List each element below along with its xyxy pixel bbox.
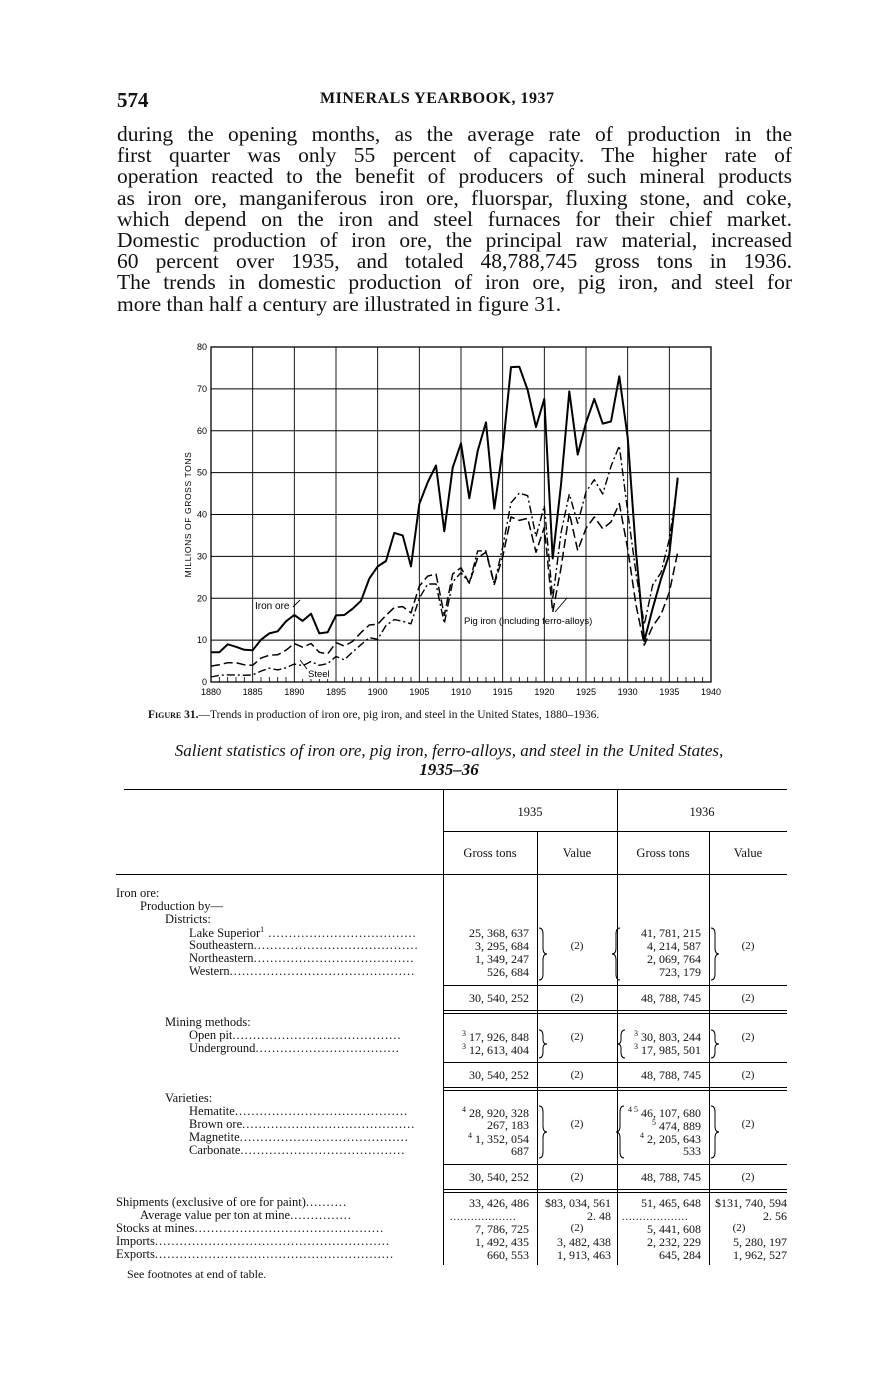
row-label: Northeastern	[189, 951, 254, 965]
cell-value: (2)	[570, 1222, 584, 1234]
cell-total-value: (2)	[741, 1171, 755, 1183]
footnote-marker: 3	[462, 1029, 466, 1038]
cell-gross-tons	[443, 1042, 529, 1058]
cell-value-text: 267, 183	[487, 1118, 529, 1132]
cell-total-value: (2)	[570, 1069, 584, 1081]
table-row-label: Underground...................................	[189, 1041, 400, 1055]
cell-gross-tons: 3, 295, 684	[475, 939, 529, 953]
subtotal-rule	[443, 1062, 787, 1063]
x-tick-label: 1920	[534, 687, 555, 697]
stub-heading: Iron ore:	[116, 886, 160, 900]
y-tick-label: 80	[196, 342, 207, 352]
row-label: Average value per ton at mine	[140, 1208, 291, 1222]
column-divider	[617, 789, 618, 1265]
cell-gross-tons: 526, 684	[487, 965, 529, 979]
series-line-steel	[211, 446, 678, 677]
stub-heading: Mining methods:	[165, 1015, 251, 1029]
cell-gross-tons: 1, 349, 247	[475, 952, 529, 966]
cell-gross-tons	[443, 1105, 529, 1121]
col-header-gross-tons: Gross tons	[636, 846, 690, 860]
stub-heading: Varieties:	[165, 1091, 213, 1105]
cell-gross-tons: 51, 465, 648	[641, 1196, 701, 1210]
x-tick-label: 1940	[700, 687, 722, 697]
cell-gross-tons: 33, 426, 486	[469, 1196, 529, 1210]
footnote-marker: 3	[634, 1042, 638, 1051]
cell-gross-tons	[617, 1042, 701, 1058]
footnote-marker: 4 5	[628, 1105, 638, 1114]
cell-gross-tons: 1, 492, 435	[475, 1235, 529, 1249]
cell-value-text: 2, 205, 643	[647, 1132, 701, 1146]
body-line: which depend on the iron and steel furnaces for their chief market.	[117, 206, 792, 231]
table-row-label: Exports..........................................................	[116, 1247, 395, 1261]
chart-series	[211, 367, 678, 677]
cell-gross-tons: 645, 284	[659, 1248, 701, 1262]
x-tick-label: 1930	[617, 687, 638, 697]
x-tick-label: 1935	[659, 687, 680, 697]
cell-gross-tons: 660, 553	[487, 1248, 529, 1262]
cell-value-text: 28, 920, 328	[469, 1106, 529, 1120]
col-header-gross-tons: Gross tons	[463, 846, 517, 860]
cell-total: 48, 788, 745	[641, 1068, 701, 1082]
body-line: The trends in domestic production of iron ore, pig iron, and steel for	[117, 270, 792, 295]
table-row-label: Carbonate........................................	[189, 1143, 406, 1157]
row-label: Open pit	[189, 1028, 233, 1042]
cell-total: 48, 788, 745	[641, 991, 701, 1005]
y-tick-label: 10	[196, 635, 207, 646]
page-number: 574	[117, 88, 149, 112]
cell-total-value: (2)	[741, 992, 755, 1004]
cell-gross-tons: 5, 441, 608	[647, 1222, 701, 1236]
row-label: Lake Superior	[189, 926, 261, 941]
total-rule	[443, 1087, 787, 1088]
x-tick-label: 1900	[367, 687, 388, 697]
y-tick-label: 40	[196, 509, 207, 520]
chart-labels	[183, 342, 721, 697]
x-tick-label: 1925	[575, 687, 597, 697]
cell-gross-tons	[443, 1118, 529, 1133]
col-header-value: Value	[733, 846, 763, 860]
cell-value: (2)	[732, 1222, 746, 1234]
cell-gross-tons	[617, 1029, 701, 1045]
header-bottom-rule	[116, 874, 787, 875]
stub-heading: Districts:	[165, 912, 211, 926]
table-title	[110, 741, 788, 779]
y-tick-label: 30	[196, 551, 207, 562]
cell-total-value: (2)	[570, 992, 584, 1004]
column-divider	[443, 789, 444, 1265]
table-row-label: Hematite..........................................	[189, 1104, 409, 1118]
cell-value-text: 12, 613, 404	[469, 1043, 529, 1057]
table-row-label: Northeastern.......................................	[189, 951, 415, 965]
x-tick-label: 1895	[325, 687, 347, 697]
table-row-label: Open pit.........................................	[189, 1028, 402, 1042]
cell-value: 2. 48	[587, 1209, 611, 1223]
y-axis-label: MILLIONS OF GROSS TONS	[183, 451, 193, 578]
row-label: Southeastern	[189, 938, 254, 952]
annotation-leader	[555, 598, 567, 612]
cell-gross-tons	[617, 1105, 701, 1121]
chart-grid	[211, 347, 711, 682]
x-tick-label: 1905	[409, 687, 430, 697]
total-rule	[443, 1189, 787, 1190]
year-rule	[444, 831, 787, 832]
cell-value: 1, 962, 527	[733, 1248, 787, 1262]
y-tick-label: 50	[196, 467, 207, 478]
annotation-steel: Steel	[308, 669, 330, 680]
cell-gross-tons: 723, 179	[659, 965, 701, 979]
cell-value: 3, 482, 438	[557, 1235, 611, 1249]
x-tick-label: 1885	[242, 687, 263, 697]
cell-value: (2)	[741, 940, 755, 952]
cell-gross-tons: 7, 786, 725	[475, 1222, 529, 1236]
subtotal-rule	[443, 985, 787, 986]
cell-total: 30, 540, 252	[469, 1068, 529, 1082]
footnote-reference: See footnotes at end of table.	[127, 1267, 267, 1281]
table-row-label: Brown ore..........................................	[189, 1117, 416, 1131]
footnote-marker: 4	[640, 1131, 644, 1140]
cell-gross-tons: 25, 368, 637	[469, 926, 529, 940]
dotted-leader: ...................	[622, 1212, 689, 1223]
x-tick-label: 1910	[450, 687, 472, 697]
cell-total: 30, 540, 252	[469, 1170, 529, 1184]
cell-value: 5, 280, 197	[733, 1235, 787, 1249]
footnote-marker: 1	[260, 925, 265, 934]
cell-value-text: 687	[511, 1144, 529, 1158]
y-tick-label: 60	[196, 425, 207, 436]
cell-value-text: 30, 803, 244	[641, 1030, 701, 1044]
row-label: Stocks at mines	[116, 1221, 195, 1235]
figure-label: Figure 31.	[148, 709, 199, 721]
total-rule	[443, 1090, 787, 1091]
table-row-label: Average value per ton at mine...............	[140, 1208, 352, 1222]
table-row-label: Lake Superior$^1$ ....................................	[189, 925, 417, 941]
body-line: as iron ore, manganiferous iron ore, fluorspar, fluxing stone, and coke,	[117, 185, 792, 210]
cell-gross-tons: 2, 069, 764	[647, 952, 701, 966]
cell-gross-tons	[617, 1118, 701, 1134]
column-divider	[537, 831, 538, 1265]
total-rule	[443, 1013, 787, 1014]
body-line: more than half a century are illustrated in figure 31.	[117, 291, 562, 316]
cell-gross-tons: 41, 781, 215	[641, 926, 701, 940]
footnote-marker: 3	[462, 1042, 466, 1051]
body-line: during the opening months, as the average rate of production in the	[117, 122, 792, 146]
cell-gross-tons: 2, 232, 229	[647, 1235, 701, 1249]
row-label: Western	[189, 964, 230, 978]
total-rule	[443, 1192, 787, 1193]
footnote-marker: 5	[652, 1118, 656, 1127]
table-row-label: Western.............................................	[189, 964, 416, 978]
cell-total-value: (2)	[741, 1069, 755, 1081]
annotation-iron-ore: Iron ore	[255, 601, 290, 612]
cell-value-text: 17, 985, 501	[641, 1043, 701, 1057]
cell-gross-tons	[443, 1029, 529, 1045]
table-title-years: 1935–36	[419, 760, 479, 779]
cell-value-text: 46, 107, 680	[641, 1106, 701, 1120]
cell-total: 48, 788, 745	[641, 1170, 701, 1184]
column-divider	[709, 831, 710, 1265]
row-label: Shipments (exclusive of ore for paint)	[116, 1195, 306, 1209]
body-line: first quarter was only 55 percent of capacity. The higher rate of	[117, 143, 792, 168]
footnote-marker: 4	[468, 1131, 472, 1140]
total-rule	[443, 1010, 787, 1011]
row-label: Hematite	[189, 1104, 235, 1118]
x-tick-label: 1915	[492, 687, 513, 697]
cell-value: (2)	[570, 1118, 584, 1130]
row-label: Underground	[189, 1041, 256, 1055]
table-top-rule	[124, 789, 787, 790]
cell-value-text: 1, 352, 054	[475, 1132, 529, 1146]
cell-value: (2)	[570, 1031, 584, 1043]
cell-gross-tons	[617, 1131, 701, 1147]
figure-caption-text: —Trends in production of iron ore, pig iron, and steel in the United States, 1880–1936.	[198, 709, 600, 721]
cell-value-text: 17, 926, 848	[469, 1030, 529, 1044]
row-label: Brown ore	[189, 1117, 243, 1131]
col-header-value: Value	[562, 846, 592, 860]
cell-gross-tons: 4, 214, 587	[647, 939, 701, 953]
x-tick-label: 1880	[200, 687, 222, 697]
cell-value: 1, 913, 463	[557, 1248, 611, 1262]
table-row-label: Stocks at mines..............................................	[116, 1221, 385, 1235]
subtotal-rule	[443, 1164, 787, 1165]
x-tick-label: 1890	[284, 687, 305, 697]
body-line: Domestic production of iron ore, the principal raw material, increased	[117, 227, 792, 252]
row-label: Carbonate	[189, 1143, 241, 1157]
table-title-line: Salient statistics of iron ore, pig iron, ferro-alloys, and steel in the United States,	[174, 741, 724, 760]
y-tick-label: 0	[201, 677, 207, 687]
cell-value: (2)	[570, 940, 584, 952]
cell-value-text: 533	[683, 1144, 701, 1158]
row-label: Exports	[116, 1247, 155, 1261]
cell-value: (2)	[741, 1118, 755, 1130]
year-header-1935: 1935	[517, 805, 543, 819]
cell-gross-tons	[617, 1144, 701, 1159]
year-header-1936: 1936	[689, 805, 715, 819]
running-head: MINERALS YEARBOOK, 1937	[320, 90, 555, 107]
cell-gross-tons	[443, 1131, 529, 1147]
body-line: 60 percent over 1935, and totaled 48,788,745 gross tons in 1936.	[117, 249, 792, 274]
cell-total-value: (2)	[570, 1171, 584, 1183]
row-label: Magnetite	[189, 1130, 240, 1144]
cell-value: 2. 56	[763, 1209, 787, 1223]
cell-total: 30, 540, 252	[469, 991, 529, 1005]
cell-value: $83, 034, 561	[545, 1196, 611, 1210]
footnote-marker: 3	[634, 1029, 638, 1038]
footnote-marker: 4	[462, 1105, 466, 1114]
cell-value: $131, 740, 594	[715, 1196, 787, 1210]
y-tick-label: 70	[196, 383, 207, 394]
row-label: Imports	[116, 1234, 155, 1248]
cell-value-text: 474, 889	[659, 1119, 701, 1133]
cell-gross-tons	[443, 1144, 529, 1159]
y-tick-label: 20	[196, 593, 207, 604]
annotation-pig-iron: Pig iron (including ferro-alloys)	[464, 616, 593, 627]
dotted-leader: ...................	[450, 1212, 517, 1223]
body-line: operation reacted to the benefit of producers of such mineral products	[117, 164, 792, 189]
stub-heading: Production by—	[140, 899, 223, 913]
table-row-label: Shipments (exclusive of ore for paint)..........	[116, 1195, 348, 1209]
table-row-label: Magnetite.........................................	[189, 1130, 409, 1144]
table-row-label: Imports.........................................................	[116, 1234, 391, 1248]
figure-caption	[148, 709, 599, 721]
cell-value: (2)	[741, 1031, 755, 1043]
table-row-label: Southeastern........................................	[189, 938, 419, 952]
